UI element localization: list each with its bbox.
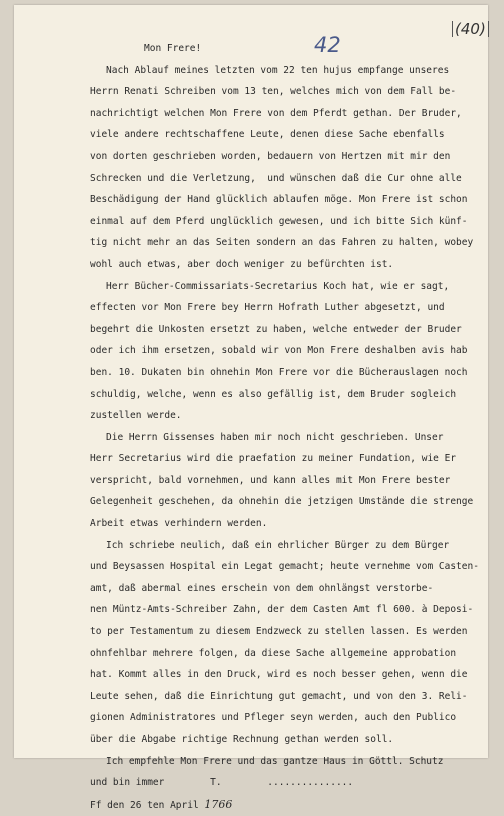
text-line: Herr Bücher-Commissariats-Secretarius Koch hat, wie er sagt, <box>106 280 450 292</box>
text-line: über die Abgabe richtige Rechnung gethan werden soll. <box>90 734 394 745</box>
paragraph-3 <box>90 427 482 535</box>
text-line: gionen Administratores und Pfleger seyn werden, auch den Publico <box>90 712 457 724</box>
paragraph-1 <box>90 60 482 276</box>
text-line: Arbeit etwas verhindern werden. <box>90 518 268 530</box>
text-line: Herr Secretarius wird die praefation zu meiner Fundation, wie Er <box>90 453 457 465</box>
text-line: tig nicht mehr an das Seiten sondern an das Fahren zu halten, wobey <box>90 237 474 249</box>
text-line: einmal auf dem Pferd unglücklich gewesen, und ich bitte Sich künf- <box>90 215 468 227</box>
text-line: schuldig, welche, wenn es also gefällig ist, dem Bruder sogleich <box>90 388 457 400</box>
text-line: Herrn Renati Schreiben vom 13 ten, welches mich von dem Fall be- <box>90 86 457 98</box>
text-line: oder ich ihm ersetzen, sobald wir von Mon Frere deshalben avis hab <box>90 345 468 357</box>
text-line: nachrichtigt welchen Mon Frere von dem Pferdt gethan. Der Bruder, <box>90 107 462 119</box>
paragraph-closing <box>90 751 482 794</box>
text-line: Schrecken und die Verletzung, und wünschen daß die Cur ohne alle <box>90 172 462 184</box>
text-line: zustellen werde. <box>90 410 182 422</box>
text-line: Leute sehen, daß die Einrichtung gut gemacht, und von den 3. Reli- <box>90 690 468 702</box>
date-year-handwritten: 1766 <box>204 797 233 811</box>
text-line: Die Herrn Gissenses haben mir noch nicht geschrieben. Unser <box>106 431 444 443</box>
text-line: effecten vor Mon Frere bey Herrn Hofrath Luther abgesetzt, und <box>90 302 445 314</box>
paragraph-4 <box>90 535 482 751</box>
text-line: to per Testamentum zu diesem Endzweck zu stellen lassen. Es werden <box>90 626 468 638</box>
salutation: Mon Frere! <box>144 43 202 54</box>
text-line: und bin immer T. ............... <box>90 777 354 789</box>
text-line: ohnfehlbar mehrere folgen, da diese Sache allgemeine approbation <box>90 647 457 659</box>
text-line: und Beysassen Hospital ein Legat gemacht; heute vernehme vom Casten- <box>90 561 479 573</box>
date-line <box>90 794 482 816</box>
paragraph-2 <box>90 276 482 427</box>
text-line: amt, daß abermal eines erschein von dem ohnlängst verstorbe- <box>90 582 434 594</box>
archive-stamp-number: (40) <box>452 21 489 37</box>
text-line: begehrt die Unkosten ersetzt zu haben, welche entweder der Bruder <box>90 323 462 335</box>
text-line: viele andere rechtschaffene Leute, denen diese Sache ebenfalls <box>90 129 445 141</box>
text-line: Ich schriebe neulich, daß ein ehrlicher Bürger zu dem Bürger <box>106 539 450 551</box>
text-line: verspricht, bald vornehmen, und kann alles mit Mon Frere bester <box>90 474 451 486</box>
text-line: Nach Ablauf meines letzten vom 22 ten hujus empfange unseres <box>106 64 450 76</box>
text-line: hat. Kommt alles in den Druck, wird es noch besser gehen, wenn die <box>90 669 468 681</box>
letter-body <box>90 38 482 815</box>
pencil-page-number: 42 <box>314 33 341 57</box>
text-line: ben. 10. Dukaten bin ohnehin Mon Frere vor die Bücherauslagen noch <box>90 366 468 378</box>
text-line: Ich empfehle Mon Frere und das gantze Haus in Göttl. Schutz <box>106 755 444 767</box>
text-line: Beschädigung der Hand glücklich ablaufen möge. Mon Frere ist schon <box>90 194 468 206</box>
text-line: von dorten geschrieben worden, bedauern von Hertzen mit mir den <box>90 150 451 162</box>
text-line: nen Müntz-Amts-Schreiber Zahn, der dem Casten Amt fl 600. à Deposi- <box>90 604 474 616</box>
text-line: wohl auch etwas, aber doch weniger zu befürchten ist. <box>90 258 394 270</box>
text-line: Gelegenheit geschehen, da ohnehin die jetzigen Umstände die strenge <box>90 496 474 508</box>
date-typed: Ff den 26 ten April <box>90 799 205 811</box>
